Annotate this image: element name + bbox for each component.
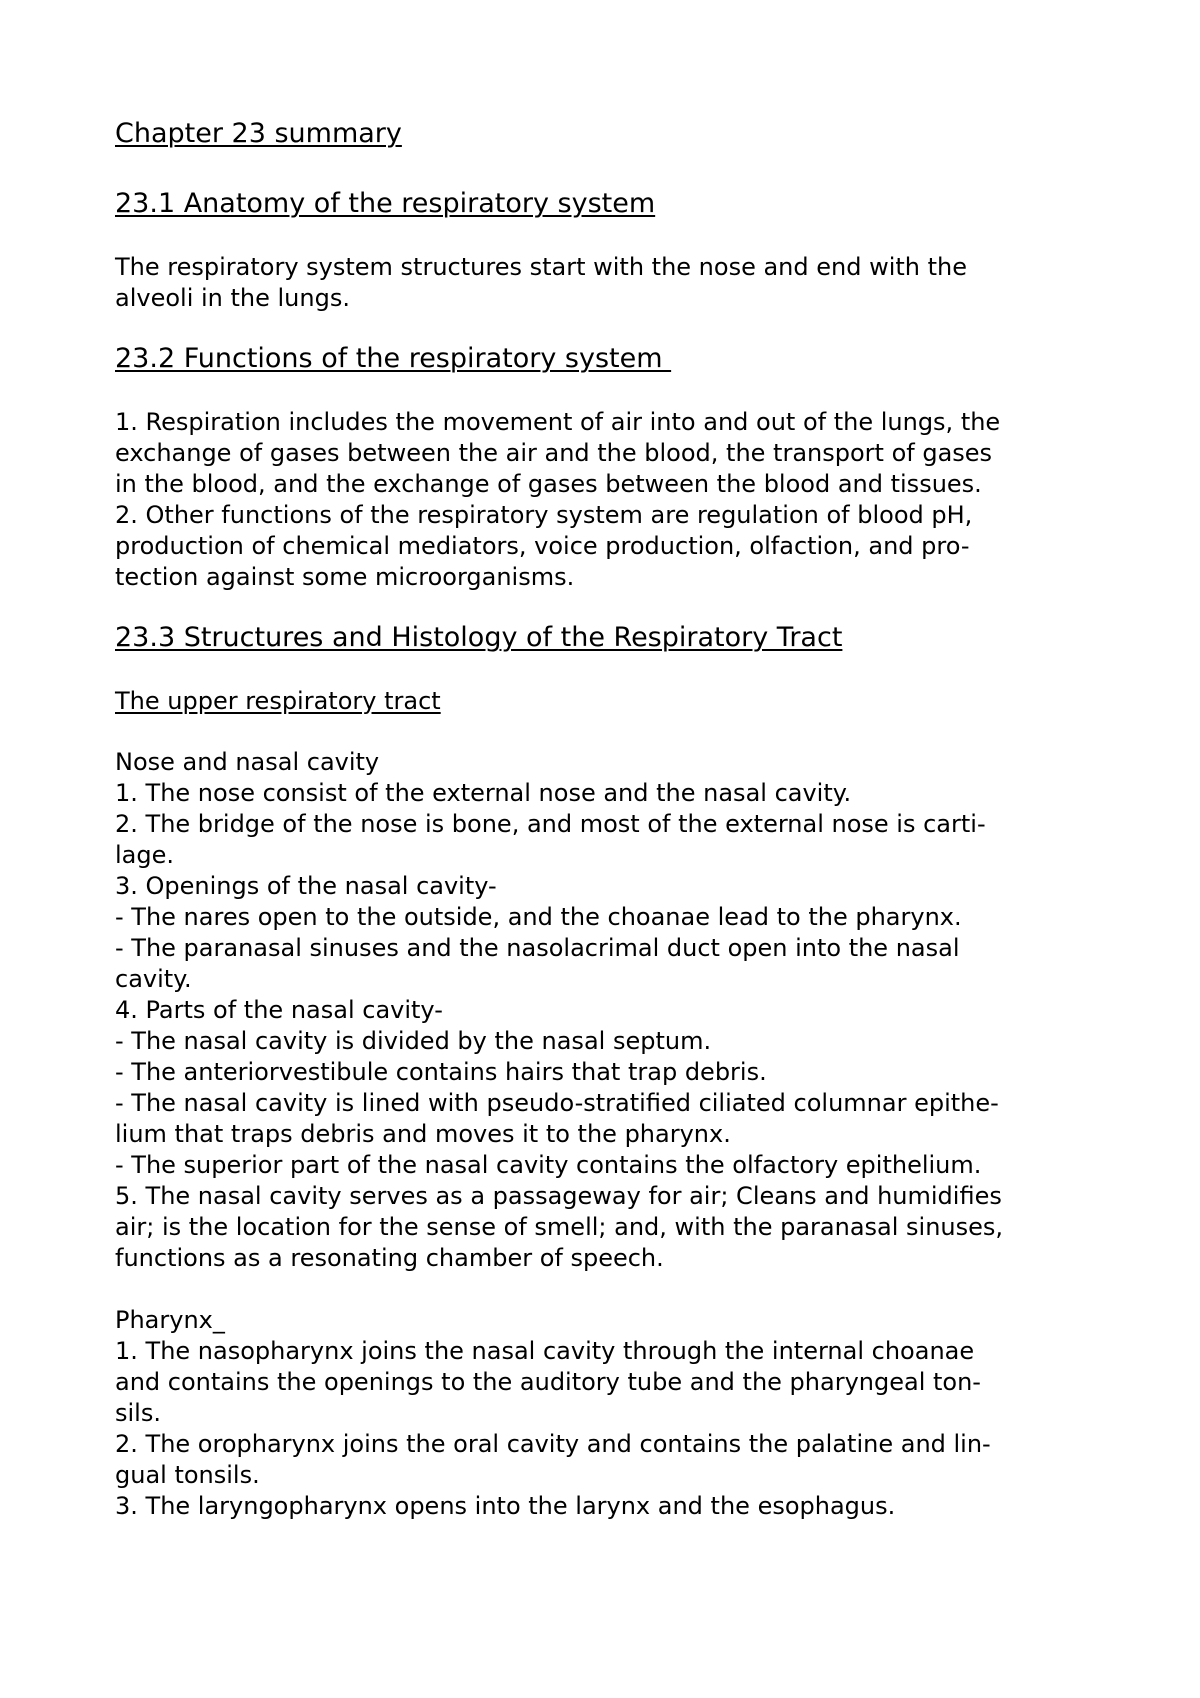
- text-line: 5. The nasal cavity serves as a passageway for air; Cleans and humidifies: [115, 1182, 1002, 1210]
- section-heading-23-1: 23.1 Anatomy of the respiratory system: [115, 188, 656, 219]
- text-line: alveoli in the lungs.: [115, 284, 350, 312]
- text-line: 3. The laryngopharynx opens into the larynx and the esophagus.: [115, 1492, 896, 1520]
- text-line: tection against some microorganisms.: [115, 563, 575, 591]
- chapter-title: Chapter 23 summary: [115, 118, 402, 149]
- text-line: - The anteriorvestibule contains hairs that trap debris.: [115, 1058, 767, 1086]
- text-line: air; is the location for the sense of smell; and, with the paranasal sinuses,: [115, 1213, 1004, 1241]
- subheading-upper-respiratory-tract: The upper respiratory tract: [115, 687, 441, 715]
- section-heading-23-2: 23.2 Functions of the respiratory system: [115, 343, 672, 374]
- text-line: - The paranasal sinuses and the nasolacrimal duct open into the nasal: [115, 934, 960, 962]
- text-line: 4. Parts of the nasal cavity-: [115, 996, 443, 1024]
- text-line: 1. The nose consist of the external nose and the nasal cavity.: [115, 779, 852, 807]
- text-line: 2. The bridge of the nose is bone, and most of the external nose is carti-: [115, 810, 986, 838]
- text-line: The respiratory system structures start with the nose and end with the: [115, 253, 968, 281]
- text-line: 1. Respiration includes the movement of air into and out of the lungs, the: [115, 408, 1001, 436]
- text-line: - The nares open to the outside, and the choanae lead to the pharynx.: [115, 903, 962, 931]
- text-line: and contains the openings to the auditory tube and the pharyngeal ton-: [115, 1368, 981, 1396]
- text-line: gual tonsils.: [115, 1461, 260, 1489]
- text-line: 3. Openings of the nasal cavity-: [115, 872, 497, 900]
- nose-nasal-cavity-body: [115, 747, 1125, 1274]
- text-line: lage.: [115, 841, 175, 869]
- section-23-2-body: [115, 407, 1125, 593]
- section-23-1-body: [115, 252, 1125, 314]
- text-line: sils.: [115, 1399, 161, 1427]
- text-line: - The nasal cavity is divided by the nasal septum.: [115, 1027, 712, 1055]
- text-line: exchange of gases between the air and the blood, the transport of gases: [115, 439, 993, 467]
- text-line: in the blood, and the exchange of gases between the blood and tissues.: [115, 470, 982, 498]
- text-line: 1. The nasopharynx joins the nasal cavity through the internal choanae: [115, 1337, 975, 1365]
- pharynx-body: [115, 1305, 1125, 1522]
- text-line: 2. The oropharynx joins the oral cavity and contains the palatine and lin-: [115, 1430, 991, 1458]
- text-line: - The nasal cavity is lined with pseudo-stratified ciliated columnar epithe-: [115, 1089, 999, 1117]
- text-line: Pharynx_: [115, 1306, 225, 1334]
- text-line: cavity.: [115, 965, 192, 993]
- text-line: Nose and nasal cavity: [115, 748, 380, 776]
- section-heading-23-3: 23.3 Structures and Histology of the Respiratory Tract: [115, 622, 843, 653]
- text-line: - The superior part of the nasal cavity contains the olfactory epithelium.: [115, 1151, 982, 1179]
- text-line: functions as a resonating chamber of speech.: [115, 1244, 664, 1272]
- text-line: production of chemical mediators, voice production, olfaction, and pro-: [115, 532, 970, 560]
- text-line: 2. Other functions of the respiratory system are regulation of blood pH,: [115, 501, 973, 529]
- text-line: lium that traps debris and moves it to the pharynx.: [115, 1120, 731, 1148]
- document-page: [115, 116, 1125, 1522]
